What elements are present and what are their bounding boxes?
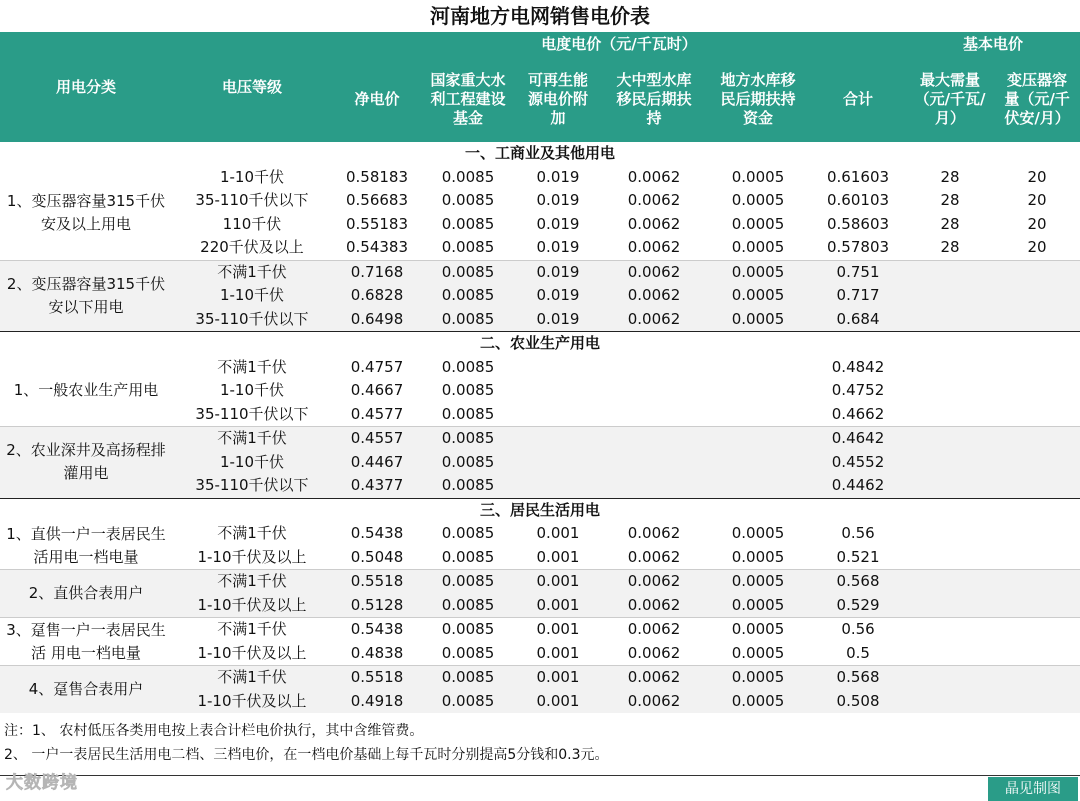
f3-cell: 0.0062	[602, 618, 706, 642]
category-cell: 1、直供一户一表居民生活用电一档电量	[6, 524, 166, 566]
voltage-cell: 1-10千伏及以上	[172, 594, 332, 618]
f1-cell: 0.0085	[441, 547, 495, 566]
header-transformer-capacity: 变压器容量（元/千伏安/月）	[994, 56, 1080, 142]
capacity-cell	[994, 427, 1080, 451]
total-cell: 0.58603	[827, 214, 890, 233]
voltage-cell: 不满1千伏	[217, 524, 287, 543]
table-row	[0, 618, 1080, 642]
demand-cell	[906, 284, 994, 308]
category-cell: 2、变压器容量315千伏安以下用电	[0, 260, 172, 332]
note-1: 注：1、 农村低压各类用电按上表合计栏电价执行，其中含维管费。	[4, 723, 424, 739]
demand-cell	[906, 379, 994, 403]
table-row	[0, 260, 1080, 284]
capacity-cell: 20	[1027, 191, 1047, 210]
notes	[4, 719, 609, 767]
net-cell: 0.5438	[350, 524, 404, 543]
total-cell: 0.4642	[810, 427, 906, 451]
table-row	[0, 166, 1080, 190]
f2-cell: 0.001	[514, 666, 602, 690]
f2-cell: 0.019	[514, 284, 602, 308]
table-body	[0, 142, 1080, 713]
f4-cell	[706, 474, 810, 498]
category-cell: 2、农业深井及高扬程排灌用电	[0, 427, 172, 499]
f2-cell: 0.001	[514, 690, 602, 714]
table-row	[0, 666, 1080, 690]
f1-cell: 0.0085	[441, 404, 495, 423]
net-cell: 0.4757	[350, 357, 404, 376]
f1-cell: 0.0085	[422, 666, 514, 690]
capacity-cell	[994, 451, 1080, 475]
header-category: 用电分类	[0, 32, 172, 142]
demand-cell	[906, 690, 994, 714]
category-cell: 4、趸售合表用户	[0, 666, 172, 714]
f3-cell: 0.0062	[602, 308, 706, 332]
net-cell: 0.56683	[345, 191, 409, 210]
voltage-cell: 35-110千伏以下	[195, 191, 309, 210]
net-cell: 0.4667	[350, 381, 404, 400]
f1-cell: 0.0085	[422, 451, 514, 475]
f1-cell: 0.0085	[441, 214, 495, 233]
f2-cell: 0.019	[514, 308, 602, 332]
capacity-cell: 20	[1027, 214, 1047, 233]
net-cell: 0.4467	[332, 451, 422, 475]
net-cell: 0.5128	[332, 594, 422, 618]
voltage-cell: 1-10千伏	[219, 167, 285, 186]
f1-cell: 0.0085	[441, 238, 495, 257]
f3-cell: 0.0062	[602, 594, 706, 618]
note-2: 2、 一户一表居民生活用电二档、三档电价，在一档电价基础上每千瓦时分别提高5分钱和0.3元。	[4, 747, 609, 763]
f3-cell	[602, 474, 706, 498]
watermark: 大数跨境	[6, 773, 78, 793]
f3-cell	[602, 427, 706, 451]
net-cell: 0.6498	[332, 308, 422, 332]
table-header	[0, 32, 1080, 142]
f1-cell: 0.0085	[422, 308, 514, 332]
f3-cell	[602, 451, 706, 475]
f2-cell: 0.019	[536, 167, 580, 186]
capacity-cell	[994, 403, 1080, 427]
f4-cell: 0.0005	[706, 570, 810, 594]
table-row	[0, 356, 1080, 380]
header-voltage: 电压等级	[172, 32, 332, 142]
demand-cell: 28	[940, 167, 960, 186]
f1-cell: 0.0085	[422, 427, 514, 451]
table-row	[0, 522, 1080, 546]
f1-cell: 0.0085	[422, 690, 514, 714]
f1-cell: 0.0085	[422, 594, 514, 618]
f3-cell	[602, 379, 706, 403]
total-cell: 0.717	[810, 284, 906, 308]
voltage-cell: 1-10千伏	[219, 381, 285, 400]
f2-cell: 0.019	[536, 191, 580, 210]
capacity-cell	[994, 666, 1080, 690]
f4-cell: 0.0005	[706, 284, 810, 308]
voltage-cell: 不满1千伏	[172, 666, 332, 690]
table-row	[0, 570, 1080, 594]
f2-cell: 0.019	[536, 214, 580, 233]
net-cell: 0.5048	[350, 547, 404, 566]
f2-cell	[514, 474, 602, 498]
header-max-demand: 最大需量（元/千瓦/月）	[906, 56, 994, 142]
total-cell: 0.684	[810, 308, 906, 332]
voltage-cell: 1-10千伏	[172, 451, 332, 475]
f2-cell: 0.001	[536, 643, 580, 662]
f2-cell: 0.001	[514, 618, 602, 642]
f3-cell: 0.0062	[602, 260, 706, 284]
f2-cell	[514, 356, 602, 380]
header-fund-renewable: 可再生能源电价附加	[514, 56, 602, 142]
demand-cell	[906, 474, 994, 498]
total-cell: 0.5	[846, 643, 870, 662]
net-cell: 0.58183	[345, 167, 409, 186]
f1-cell: 0.0085	[422, 570, 514, 594]
category-cell: 2、直供合表用户	[0, 570, 172, 618]
f1-cell: 0.0085	[441, 191, 495, 210]
f4-cell: 0.0005	[731, 524, 785, 543]
total-cell: 0.508	[810, 690, 906, 714]
f3-cell: 0.0062	[602, 284, 706, 308]
total-cell: 0.56	[810, 618, 906, 642]
f4-cell: 0.0005	[706, 260, 810, 284]
header-fund-water-conservancy: 国家重大水利工程建设基金	[422, 56, 514, 142]
voltage-cell: 110千伏	[222, 214, 282, 233]
demand-cell	[906, 546, 994, 570]
f3-cell: 0.0062	[627, 167, 681, 186]
demand-cell	[906, 260, 994, 284]
demand-cell	[906, 642, 994, 666]
f3-cell	[602, 356, 706, 380]
f4-cell	[706, 451, 810, 475]
net-cell: 0.6828	[332, 284, 422, 308]
category-cell: 1、一般农业生产用电	[13, 381, 159, 400]
f4-cell: 0.0005	[731, 643, 785, 662]
net-cell: 0.4577	[350, 404, 404, 423]
f1-cell: 0.0085	[422, 260, 514, 284]
f4-cell: 0.0005	[731, 167, 785, 186]
voltage-cell: 35-110千伏以下	[172, 474, 332, 498]
f2-cell: 0.001	[536, 547, 580, 566]
f2-cell: 0.019	[536, 238, 580, 257]
f4-cell: 0.0005	[731, 547, 785, 566]
demand-cell: 28	[940, 191, 960, 210]
net-cell: 0.54383	[345, 238, 409, 257]
voltage-cell: 35-110千伏以下	[172, 308, 332, 332]
demand-cell	[906, 308, 994, 332]
total-cell: 0.529	[810, 594, 906, 618]
capacity-cell: 20	[1027, 238, 1047, 257]
voltage-cell: 1-10千伏及以上	[197, 547, 307, 566]
net-cell: 0.4838	[350, 643, 404, 662]
voltage-cell: 不满1千伏	[172, 260, 332, 284]
capacity-cell	[994, 522, 1080, 546]
category-cell: 3、趸售一户一表居民生活 用电一档电量	[0, 618, 172, 666]
header-basic-price-group: 基本电价	[906, 32, 1080, 56]
total-cell: 0.61603	[827, 167, 890, 186]
f3-cell: 0.0062	[602, 666, 706, 690]
demand-cell	[906, 594, 994, 618]
voltage-cell: 1-10千伏及以上	[197, 643, 307, 662]
f4-cell	[706, 403, 810, 427]
f3-cell: 0.0062	[602, 570, 706, 594]
credit-badge: 晶见制图	[988, 777, 1078, 801]
demand-cell	[906, 666, 994, 690]
f4-cell	[706, 379, 810, 403]
f2-cell: 0.019	[514, 260, 602, 284]
f2-cell: 0.001	[536, 524, 580, 543]
demand-cell	[906, 618, 994, 642]
capacity-cell: 20	[1027, 167, 1047, 186]
header-energy-price-group: 电度电价（元/千瓦时）	[332, 32, 906, 56]
section-title: 二、农业生产用电	[0, 332, 1080, 356]
f4-cell: 0.0005	[706, 666, 810, 690]
f4-cell: 0.0005	[731, 214, 785, 233]
capacity-cell	[994, 379, 1080, 403]
f1-cell: 0.0085	[422, 618, 514, 642]
net-cell: 0.4377	[332, 474, 422, 498]
section-row	[0, 332, 1080, 356]
section-title: 三、居民生活用电	[0, 498, 1080, 522]
demand-cell	[906, 356, 994, 380]
net-cell: 0.5518	[332, 666, 422, 690]
total-cell: 0.4552	[810, 451, 906, 475]
capacity-cell	[994, 594, 1080, 618]
f3-cell: 0.0062	[627, 643, 681, 662]
f4-cell: 0.0005	[706, 618, 810, 642]
demand-cell	[906, 522, 994, 546]
capacity-cell	[994, 570, 1080, 594]
demand-cell	[906, 427, 994, 451]
f4-cell: 0.0005	[731, 238, 785, 257]
demand-cell	[906, 451, 994, 475]
f3-cell: 0.0062	[627, 238, 681, 257]
demand-cell: 28	[940, 238, 960, 257]
capacity-cell	[994, 308, 1080, 332]
f4-cell: 0.0005	[731, 191, 785, 210]
capacity-cell	[994, 356, 1080, 380]
f3-cell: 0.0062	[627, 524, 681, 543]
bottom-divider	[0, 775, 1080, 776]
f3-cell: 0.0062	[602, 690, 706, 714]
f3-cell: 0.0062	[627, 547, 681, 566]
total-cell: 0.521	[836, 547, 880, 566]
voltage-cell: 1-10千伏	[172, 284, 332, 308]
voltage-cell: 不满1千伏	[172, 618, 332, 642]
demand-cell	[906, 403, 994, 427]
f4-cell: 0.0005	[706, 690, 810, 714]
header-net-price: 净电价	[332, 56, 422, 142]
total-cell: 0.751	[810, 260, 906, 284]
net-cell: 0.7168	[332, 260, 422, 284]
capacity-cell	[994, 260, 1080, 284]
f1-cell: 0.0085	[441, 357, 495, 376]
voltage-cell: 1-10千伏及以上	[172, 690, 332, 714]
capacity-cell	[994, 284, 1080, 308]
header-fund-large-reservoir: 大中型水库移民后期扶持	[602, 56, 706, 142]
voltage-cell: 不满1千伏	[172, 570, 332, 594]
section-title: 一、工商业及其他用电	[465, 144, 616, 163]
voltage-cell: 不满1千伏	[172, 427, 332, 451]
total-cell: 0.4662	[831, 404, 885, 423]
voltage-cell: 不满1千伏	[217, 357, 287, 376]
net-cell: 0.4918	[332, 690, 422, 714]
f1-cell: 0.0085	[441, 381, 495, 400]
capacity-cell	[994, 642, 1080, 666]
f3-cell: 0.0062	[627, 191, 681, 210]
section-row	[0, 498, 1080, 522]
capacity-cell	[994, 618, 1080, 642]
f2-cell	[514, 427, 602, 451]
f4-cell	[706, 356, 810, 380]
total-cell: 0.568	[810, 570, 906, 594]
header-total: 合计	[810, 56, 906, 142]
f4-cell	[706, 427, 810, 451]
f4-cell: 0.0005	[706, 308, 810, 332]
f2-cell	[514, 451, 602, 475]
capacity-cell	[994, 546, 1080, 570]
demand-cell	[906, 570, 994, 594]
voltage-cell: 35-110千伏以下	[195, 404, 309, 423]
total-cell: 0.568	[810, 666, 906, 690]
total-cell: 0.56	[841, 524, 875, 543]
price-table	[0, 32, 1080, 713]
net-cell: 0.4557	[332, 427, 422, 451]
f3-cell: 0.0062	[627, 214, 681, 233]
f1-cell: 0.0085	[441, 524, 495, 543]
total-cell: 0.60103	[827, 191, 890, 210]
category-cell: 1、变压器容量315千伏安及以上用电	[6, 191, 166, 233]
f3-cell	[602, 403, 706, 427]
header-fund-local-reservoir: 地方水库移民后期扶持资金	[706, 56, 810, 142]
page-title: 河南地方电网销售电价表	[430, 4, 650, 28]
section-row	[0, 142, 1080, 166]
f2-cell: 0.001	[514, 594, 602, 618]
f1-cell: 0.0085	[422, 474, 514, 498]
net-cell: 0.5438	[332, 618, 422, 642]
voltage-cell: 220千伏及以上	[200, 238, 304, 257]
total-cell: 0.57803	[827, 238, 890, 257]
table-row	[0, 427, 1080, 451]
f2-cell: 0.001	[514, 570, 602, 594]
f2-cell	[514, 403, 602, 427]
capacity-cell	[994, 690, 1080, 714]
net-cell: 0.55183	[345, 214, 409, 233]
net-cell: 0.5518	[332, 570, 422, 594]
f1-cell: 0.0085	[441, 643, 495, 662]
total-cell: 0.4752	[831, 381, 885, 400]
f4-cell: 0.0005	[706, 594, 810, 618]
f2-cell	[514, 379, 602, 403]
capacity-cell	[994, 474, 1080, 498]
total-cell: 0.4842	[831, 357, 885, 376]
total-cell: 0.4462	[810, 474, 906, 498]
f1-cell: 0.0085	[441, 167, 495, 186]
f1-cell: 0.0085	[422, 284, 514, 308]
demand-cell: 28	[940, 214, 960, 233]
